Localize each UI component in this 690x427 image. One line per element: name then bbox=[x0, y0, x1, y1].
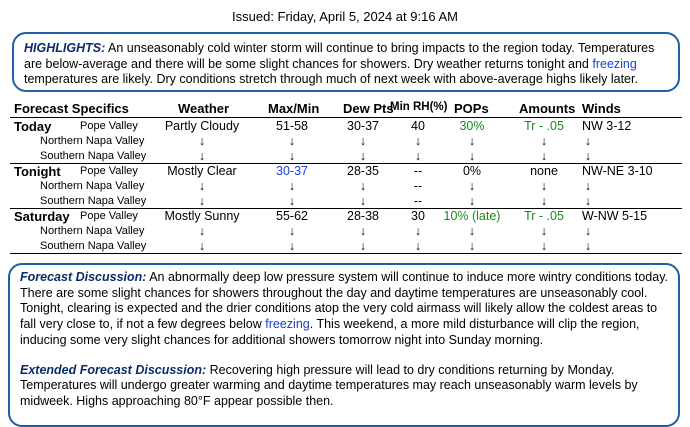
pops-value: 10% (late) bbox=[443, 209, 501, 223]
header-maxmin: Max/Min bbox=[268, 101, 320, 116]
same-as-above-arrow-icon: ↓ bbox=[288, 149, 296, 163]
same-as-above-arrow-icon: ↓ bbox=[584, 239, 592, 253]
amounts-sub: ↓ bbox=[540, 179, 548, 193]
highlights-box bbox=[12, 32, 680, 92]
same-as-above-arrow-icon: ↓ bbox=[584, 194, 592, 208]
dewpts-value: 28-35 bbox=[347, 164, 379, 178]
minrh-sub: -- bbox=[413, 194, 423, 208]
highlights-text-part1: An unseasonably cold winter storm will continue to bring impacts to the region today. Temperatures are below-average and there will be some slight chances for showers. Dry weather returns tonight and bbox=[24, 41, 655, 71]
same-as-above-arrow-icon: ↓ bbox=[288, 239, 296, 253]
winds-value: NW-NE 3-10 bbox=[582, 164, 653, 178]
header-winds: Winds bbox=[582, 101, 621, 116]
header-amounts: Amounts bbox=[519, 101, 576, 116]
maxmin-value: 55-62 bbox=[276, 209, 308, 223]
winds-value: W-NW 5-15 bbox=[582, 209, 648, 223]
amounts-sub: ↓ bbox=[540, 239, 548, 253]
location-label: Pope Valley bbox=[80, 165, 138, 177]
weather-value: Mostly Sunny bbox=[164, 209, 240, 223]
minrh-sub: ↓ bbox=[414, 239, 422, 253]
same-as-above-arrow-icon: ↓ bbox=[288, 134, 296, 148]
same-as-above-arrow-icon: ↓ bbox=[584, 149, 592, 163]
same-as-above-arrow-icon: ↓ bbox=[468, 194, 476, 208]
location-label: Northern Napa Valley bbox=[40, 180, 145, 192]
header-dewpts: Dew Pts bbox=[343, 101, 394, 116]
forecast-discussion-box bbox=[8, 263, 680, 427]
same-as-above-arrow-icon: ↓ bbox=[584, 224, 592, 238]
same-as-above-arrow-icon: ↓ bbox=[198, 179, 206, 193]
maxmin-value: 51-58 bbox=[276, 119, 308, 133]
amounts-sub: ↓ bbox=[540, 149, 548, 163]
same-as-above-arrow-icon: ↓ bbox=[468, 149, 476, 163]
amounts-value: none bbox=[530, 164, 558, 178]
same-as-above-arrow-icon: ↓ bbox=[198, 194, 206, 208]
amounts-sub: ↓ bbox=[540, 194, 548, 208]
location-label: Southern Napa Valley bbox=[40, 240, 147, 252]
period-separator bbox=[10, 253, 682, 254]
minrh-sub: ↓ bbox=[414, 134, 422, 148]
amounts-value: Tr - .05 bbox=[524, 119, 564, 133]
minrh-value: 30 bbox=[411, 209, 425, 223]
same-as-above-arrow-icon: ↓ bbox=[359, 179, 367, 193]
highlights-text-part2: temperatures are likely. Dry conditions stretch through much of next week with above-average highs likely later. bbox=[24, 72, 638, 86]
pops-value: 30% bbox=[459, 119, 485, 133]
pops-value: 0% bbox=[462, 164, 482, 178]
period-label: Saturday bbox=[14, 209, 70, 224]
freezing-link-discussion[interactable]: freezing bbox=[265, 317, 310, 332]
discussion-text bbox=[20, 270, 668, 410]
location-label: Southern Napa Valley bbox=[40, 195, 147, 207]
same-as-above-arrow-icon: ↓ bbox=[468, 224, 476, 238]
amounts-sub: ↓ bbox=[540, 224, 548, 238]
same-as-above-arrow-icon: ↓ bbox=[198, 134, 206, 148]
discussion-text-part2: . This weekend, a more mild disturbance will clip the region, inducing some very slight chances for additional showers tomorrow night into Sunday morning. bbox=[20, 317, 640, 347]
same-as-above-arrow-icon: ↓ bbox=[288, 224, 296, 238]
same-as-above-arrow-icon: ↓ bbox=[198, 149, 206, 163]
location-label: Pope Valley bbox=[80, 210, 138, 222]
winds-value: NW 3-12 bbox=[582, 119, 632, 133]
same-as-above-arrow-icon: ↓ bbox=[584, 179, 592, 193]
same-as-above-arrow-icon: ↓ bbox=[584, 134, 592, 148]
issued-timestamp: Issued: Friday, April 5, 2024 at 9:16 AM bbox=[232, 9, 458, 24]
minrh-value: 40 bbox=[411, 119, 425, 133]
amounts-sub: ↓ bbox=[540, 134, 548, 148]
weather-value: Partly Cloudy bbox=[164, 119, 240, 133]
extended-discussion-text: Recovering high pressure will lead to dry conditions returning by Monday. Temperatures will undergo greater warming and daytime temperatures may reach unseasonably warm levels by midweek. Highs approaching 80°F appear possible then. bbox=[20, 362, 638, 408]
highlights-label: HIGHLIGHTS: bbox=[24, 41, 106, 55]
minrh-sub: ↓ bbox=[414, 224, 422, 238]
same-as-above-arrow-icon: ↓ bbox=[359, 239, 367, 253]
same-as-above-arrow-icon: ↓ bbox=[359, 134, 367, 148]
discussion-label: Forecast Discussion: bbox=[20, 270, 147, 284]
freezing-link[interactable]: freezing bbox=[592, 56, 637, 71]
same-as-above-arrow-icon: ↓ bbox=[359, 149, 367, 163]
header-weather: Weather bbox=[178, 101, 230, 116]
same-as-above-arrow-icon: ↓ bbox=[198, 224, 206, 238]
location-label: Pope Valley bbox=[80, 120, 138, 132]
period-label: Today bbox=[14, 119, 52, 134]
same-as-above-arrow-icon: ↓ bbox=[468, 239, 476, 253]
same-as-above-arrow-icon: ↓ bbox=[359, 224, 367, 238]
minrh-sub: -- bbox=[413, 179, 423, 193]
minrh-value: -- bbox=[413, 164, 423, 178]
minrh-sub: ↓ bbox=[414, 149, 422, 163]
same-as-above-arrow-icon: ↓ bbox=[468, 179, 476, 193]
period-label: Tonight bbox=[14, 164, 61, 179]
location-label: Northern Napa Valley bbox=[40, 135, 145, 147]
dewpts-value: 30-37 bbox=[347, 119, 379, 133]
amounts-value: Tr - .05 bbox=[524, 209, 564, 223]
header-pops: POPs bbox=[454, 101, 489, 116]
location-label: Southern Napa Valley bbox=[40, 150, 147, 162]
header-forecast-specifics: Forecast Specifics bbox=[14, 101, 129, 116]
extended-discussion-label: Extended Forecast Discussion: bbox=[20, 362, 207, 377]
same-as-above-arrow-icon: ↓ bbox=[288, 179, 296, 193]
same-as-above-arrow-icon: ↓ bbox=[359, 194, 367, 208]
discussion-text-part1: An abnormally deep low pressure system will continue to induce more wintry conditions today. There are some slight chances for showers throughout the day and daytime temperatures are unseasonably cool. Tonight, clearing is expected and the drier conditions atop the very cold airmass will likely allow the coldest areas to fall very close to, if not a few degrees below bbox=[20, 270, 668, 332]
table-rule-top bbox=[10, 117, 682, 118]
same-as-above-arrow-icon: ↓ bbox=[468, 134, 476, 148]
maxmin-value: 30-37 bbox=[276, 164, 308, 178]
highlights-text bbox=[24, 41, 668, 88]
dewpts-value: 28-38 bbox=[347, 209, 379, 223]
location-label: Northern Napa Valley bbox=[40, 225, 145, 237]
same-as-above-arrow-icon: ↓ bbox=[288, 194, 296, 208]
weather-value: Mostly Clear bbox=[167, 164, 237, 178]
header-minrh: Min RH(%) bbox=[390, 101, 448, 113]
same-as-above-arrow-icon: ↓ bbox=[198, 239, 206, 253]
